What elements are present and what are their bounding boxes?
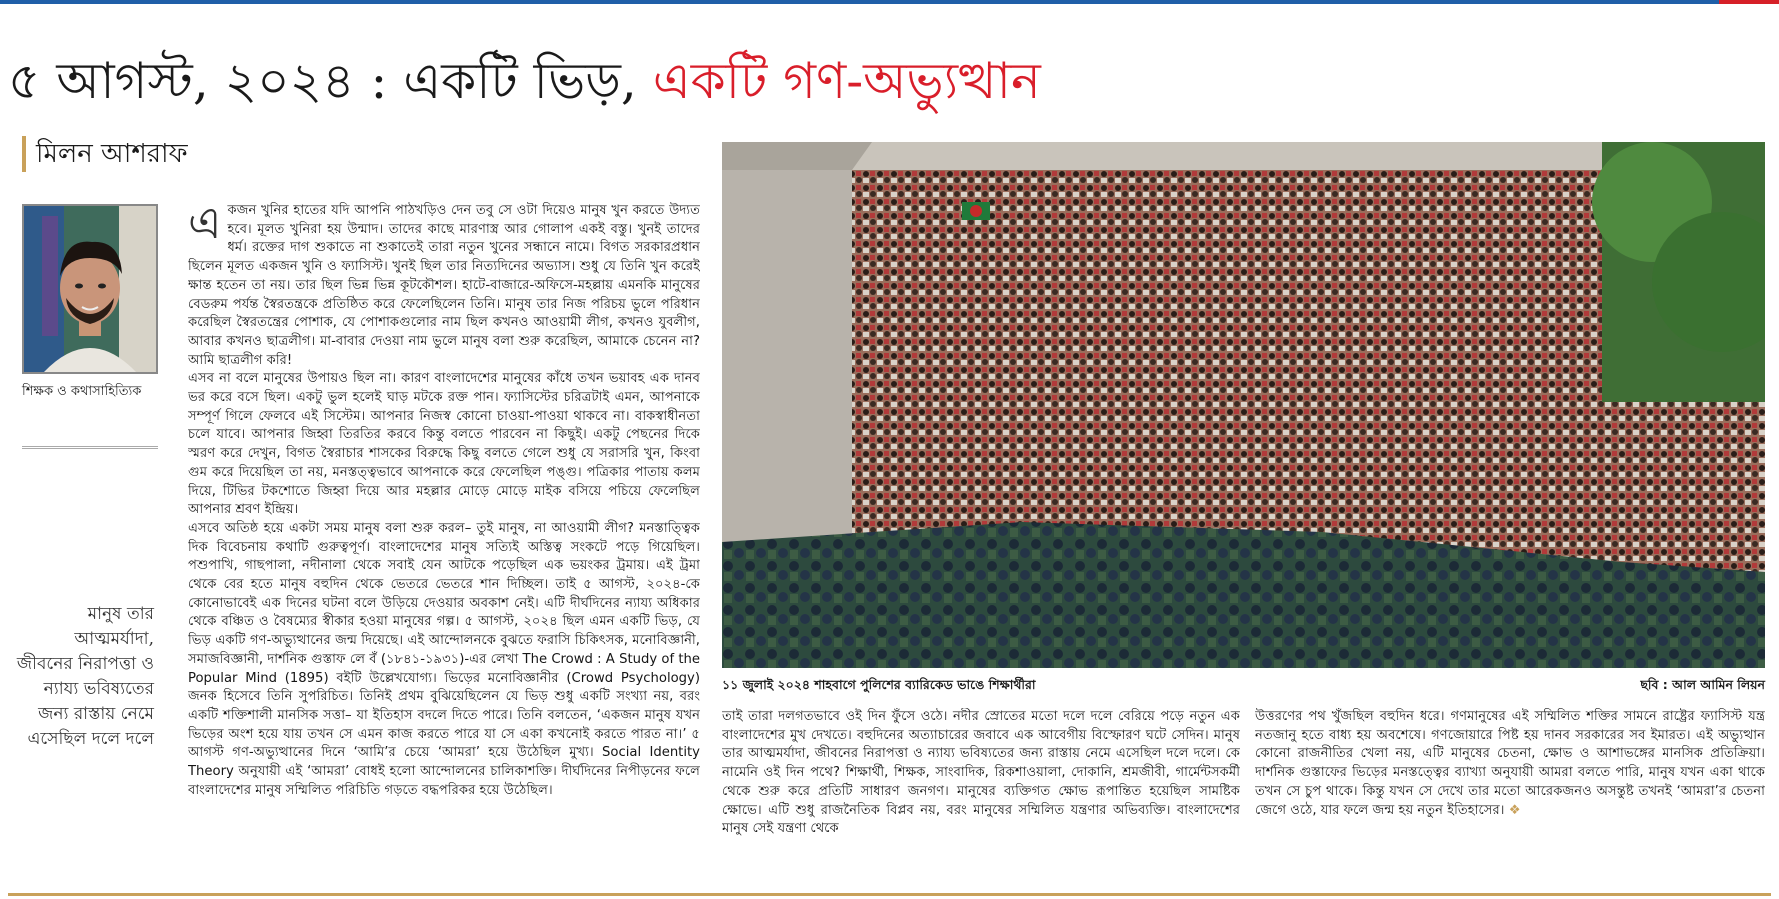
photo-caption-text: ১১ জুলাই ২০২৪ শাহবাগে পুলিশের ব্যারিকেড ভাঙে শিক্ষার্থীরা [722, 677, 1036, 692]
top-color-bar [0, 0, 1779, 4]
author-portrait-image [24, 206, 156, 372]
article-column-1 [188, 202, 700, 834]
headline [8, 46, 1041, 116]
byline: মিলন আশরাফ [22, 136, 188, 172]
bottom-divider [8, 893, 1771, 896]
paragraph-2: এসব না বলে মানুষের উপায়ও ছিল না। কারণ বাংলাদেশের মানুষের কাঁধে তখন ভয়াবহ এক দানব ভর করে বসে ছিল। একটু ভুল হলেই ঘাড় মটকে রক্ত পান। ফ্যাসিস্টের চরিত্রটাই এমন, আপনাকে সম্পূর্ণ গিলে ফেলবে এই সিস্টেম। আপনার নিজস্ব কোনো চাওয়া-পাওয়া থাকবে না। বাকস্বাধীনতা চলে যাবে। আপনার জিহ্বা তিরতির করবে কিন্তু বলতে পারবেন না কিছুই। একটু পেছনের দিকে স্মরণ করে দেখুন, বিগত স্বৈরাচার শাসকের বিরুদ্ধে কিছু বলতে গেলে শুধু যে সরাসরি খুন, কিংবা গুম করে দিয়েছিল তা নয়, মনস্তত্ত্বভাবে আপনাকে করে ফেলেছিল পঙ্গু। পত্রিকার পাতায় কলম দিয়ে, টিভির টকশোতে জিহ্বা দিয়ে আর মহল্লার মোড়ে মোড়ে মাইক বসিয়ে পচিয়ে ফেলেছিল আপনার শ্রবণ ইন্দ্রিয়। [188, 371, 700, 518]
protest-photo [722, 142, 1765, 668]
paragraph-3: এসবে অতিষ্ঠ হয়ে একটা সময় মানুষ বলা শুরু করল– তুই মানুষ, না আওয়ামী লীগ? মনস্তাত্ত্বিক দিক বিবেচনায় কথাটি গুরুত্বপূর্ণ। বাংলাদেশের মানুষ সত্যিই অস্তিত্ব সংকটে পড়ে গিয়েছিল। পশুপাখি, গাছপালা, নদীনালা থেকে সবাই যেন আটকে পড়েছিল এক ভয়ংকর ট্রমায়। এই ট্রমা থেকে বের হতে মানুষ বহুদিন থেকে ভেতরে ভেতরে শান দিচ্ছিল। তাই ৫ আগস্ট, ২০২৪-কে কোনোভাবেই এক দিনের ঘটনা বলে উড়িয়ে দেওয়ার অবকাশ নেই। এটি দীর্ঘদিনের ন্যায্য অধিকার থেকে বঞ্চিত ও বৈষম্যের স্বীকার হওয়া মানুষের গল্প। ৫ আগস্ট, ২০২৪ ছিল এমন একটি ভিড়, যে ভিড় একটি গণ-অভ্যুত্থানের জন্ম দিয়েছে। এই আন্দোলনকে বুঝতে ফরাসি চিকিৎসক, মনোবিজ্ঞানী, সমাজবিজ্ঞানী, দার্শনিক গুস্তাফ লে বঁ (১৮৪১-১৯৩১)-এর লেখা The Crowd : A Study of the Popular Mind (1895) বইটি উল্লেখযোগ্য। ভিড়ের মনোবিজ্ঞানীর (Crowd Psychology) জনক হিসেবে তিনি সুপরিচিত। তিনিই প্রথম বুঝিয়েছিলেন যে ভিড় শুধু একটি সংখ্যা নয়, বরং একটি শক্তিশালী মানসিক সত্তা– যা ইতিহাস বদলে দিতে পারে। তিনি বলতেন, ‘একজন মানুষ যখন ভিড়ের অংশ হয়ে যায় তখন সে এমন কাজ করতে পারে যা সে একা কখনোই করতে পারত না।’ ৫ আগস্ট গণ-অভ্যুত্থানের দিনে ‘আমি’র চেয়ে ‘আমরা’ হয়ে উঠেছিল মুখ্য। Social Identity Theory অনুযায়ী এই ‘আমরা’ বোধই হলো আন্দোলনের চালিকাশক্তি। দীর্ঘদিনের নিপীড়নের ফলে বাংলাদেশের মানুষ সম্মিলিত পরিচিতি গড়তে বদ্ধপরিকর হয়ে উঠেছিল। [188, 520, 700, 798]
headline-part2: একটি গণ-অভ্যুত্থান [652, 52, 1041, 110]
paragraph-4: তাই তারা দলগতভাবে ওই দিন ফুঁসে ওঠে। নদীর স্রোতের মতো দলে দলে বেরিয়ে পড়ে নতুন এক বাংলাদেশের মুখ দেখতে। বহুদিনের অত্যাচারের জবাবে এক আবেগীয় বিস্ফোরণ ঘটে সেদিন। মানুষ তার আত্মমর্যাদা, জীবনের নিরাপত্তা ও ন্যায্য ভবিষ্যতের জন্য রাস্তায় নেমে এসেছিল দলে দলে। কে নামেনি ওই দিন পথে? শিক্ষার্থী, শিক্ষক, সাংবাদিক, রিকশাওয়ালা, দোকানি, শ্রমজীবী, গার্মেন্টসকর্মী থেকে শুরু করে প্রতিটি সাধারণ জনগণ। মানুষের ব্যক্তিগত ক্ষোভ রূপান্তিত হয়েছিল সামষ্টিক ক্ষোভে। এটি শুধু রাজনৈতিক বিপ্লব নয়, বরং মানুষের সম্মিলিত যন্ত্রণার অভিব্যক্তি। বাংলাদেশের মানুষ সেই যন্ত্রণা থেকে [722, 709, 1240, 837]
photo-caption [722, 676, 1765, 694]
paragraph-5-text: উত্তরণের পথ খুঁজছিল বহুদিন ধরে। গণমানুষের এই সম্মিলিত শক্তির সামনে রাষ্ট্রের ফ্যাসিস্ট যন্ত্র নতজানু হতে বাধ্য হয় অবশেষে। গণজোয়ারে পিষ্ট হয় দানব সরকারের সব ইমারত। এই অভ্যুত্থান কোনো রাজনীতির খেলা নয়, এটি মানুষের চেতনা, ক্ষোভ ও আশাভঙ্গের মানসিক প্রতিক্রিয়া। দার্শনিক গুস্তাফের ভিড়ের মনস্তত্ত্বের ব্যাখ্যা অনুযায়ী আমরা বলতে পারি, মানুষ যখন একা থাকে তখন সে চুপ থাকে। কিন্তু যখন সে দেখে তার মতো আরেকজনও অসন্তুষ্ট তখনই ‘আমরা’র চেতনা জেগে ওঠে, যার ফলে জন্ম হয় নতুন ইতিহাসের। [1255, 709, 1765, 818]
author-caption: শিক্ষক ও কথাসাহিত্যিক [22, 384, 142, 399]
paragraph-1: কজন খুনির হাতের যদি আপনি পাঠখড়িও দেন তবু সে ওটা দিয়েও মানুষ খুন করতে উদ্যত হবে। মূলত খুনিরা হয় উন্মাদ। তাদের কাছে মারণাস্ত্র আর গোলাপ একই বস্তু। খুনই তাদের ধর্ম। রক্তের দাগ শুকাতে না শুকাতেই তারা নতুন খুনের সন্ধানে নামে। বিগত সরকারপ্রধান ছিলেন মূলত একজন খুনি ও ফ্যাসিস্ট। খুনই ছিল তার নিত্যদিনের অভ্যাস। শুধু যে তিনি খুন করেই ক্ষান্ত হতেন তা নয়। তার ছিল ভিন্ন ভিন্ন কূটকৌশল। হাটে-বাজারে-অফিসে-মহল্লায় এমনকি মানুষের বেডরুম পর্যন্ত স্বৈরতন্ত্রকে প্রতিষ্ঠিত করে ফেলেছিলেন তিনি। মানুষ তার নিজ পরিচয় ভুলে পরিধান করেছিল স্বৈরতন্ত্রের পোশাক, যে পোশাকগুলোর নাম ছিল কখনও আওয়ামী লীগ, কখনও যুবলীগ, আবার কখনও ছাত্রলীগ। মা-বাবার দেওয়া নাম ভুলে মানুষ বলা শুরু করেছিল, আমাকে চেনেন না? আমি ছাত্রলীগ করি! [188, 203, 700, 368]
end-mark-icon: ❖ [1508, 802, 1521, 818]
article-column-2 [722, 708, 1240, 838]
headline-part1: ৫ আগস্ট, ২০২৪ : একটি ভিড়, [8, 52, 637, 110]
drop-cap: এ [188, 202, 222, 249]
article-column-3 [1255, 708, 1765, 838]
top-accent-bar [1719, 0, 1779, 4]
photo-credit: ছবি : আল আমিন লিয়ন [1640, 677, 1765, 692]
sidebar-divider [22, 446, 158, 449]
paragraph-5 [1255, 708, 1765, 820]
crowd-image [722, 142, 1765, 668]
author-photo [22, 204, 158, 374]
pull-quote: মানুষ তার আত্মমর্যাদা, জীবনের নিরাপত্তা ও ন্যায্য ভবিষ্যতের জন্য রাস্তায় নেমে এসেছিল দলে দলে [16, 604, 154, 749]
